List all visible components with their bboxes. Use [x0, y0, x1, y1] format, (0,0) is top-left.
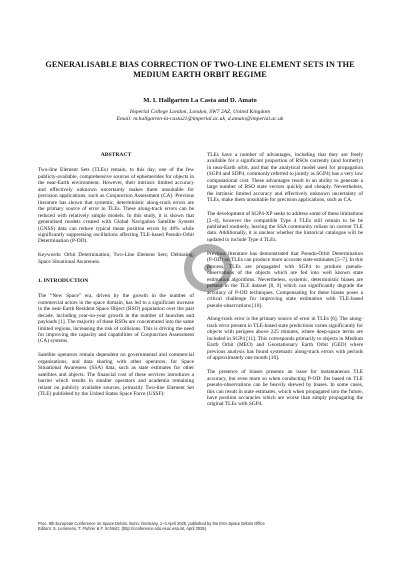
right-paragraph-4: Along-track error is the primary source of error in TLEs [6]. The along-track error present in TLE-based state predictions varies significantly for objects with perigees above 225 minutes, where deep-space terms are included in SGP4 [11]. This corresponds primarily to objects in Medium Earth Orbit (MEO) and Geostationary Earth Orbit (GEO) where previous analysis has found systematic along-track errors with periods of approximately one month [10].: [207, 316, 363, 362]
email-line: Email: m.hallgarten-la-casta21@imperial.ac.uk, d.amato@imperial.ac.uk: [116, 116, 284, 122]
footnote-line-1: Proc. 9th European Conference on Space Debris, Bonn, Germany, 1–4 April 2025, published by the ESA Space Debris Office: [38, 521, 265, 526]
abstract-text: Two-line Element Sets (TLEs) remain, to this day, one of the few publicly-available, comprehensive sources of ephemerides for objects in the near-Earth environment. However, their intrinsic limited accuracy and effectively unknown uncertainty makes them unsuitable for precision applications, such as Conjunction Assessment (CA). Previous literature has shown that systemic, deterministic along-track errors are the primary source of error in TLEs. These along-track errors can be reduced with relatively simple models. In this study, it is shown that generalised models created with Global Navigation Satellite System (GNSS) data can reduce typical mean position errors by 40% while significantly suppressing oscillations affecting TLE-based Pseudo-Orbit Determination (P-OD).: [38, 167, 194, 245]
intro-paragraph-2: Satellite operators remain dependent on governmental and commercial organisations, and data sharing with other operators, for Space Situational Awareness (SSA) data, such as state estimates for other satellites and objects. The financial cost of these services introduces a barrier which results in smaller operators and academia remaining reliant on publicly available sources, primarily Two-line Element Set (TLE) published by the United States Space Force (USSF):: [38, 352, 194, 398]
right-paragraph-5: The presence of biases presents an issue for instantaneous TLE accuracy, but even more so when conducting P-OD: fits based on TLE pseudo-observations can be heavily skewed by biases. In some cases, this can result in state estimates, which when propagated into the future, have position accuracies which are worse than simply propagating the original TLEs with SGP4.: [207, 369, 363, 408]
affiliation: Imperial College London, London, SW7 2AZ, United Kingdom: [129, 109, 271, 115]
paper-title: [40, 60, 360, 80]
author-list: M. I. Hallgarten La Casta and D. Amato: [143, 97, 257, 104]
affiliation-block: [40, 109, 360, 123]
right-column: [207, 152, 363, 415]
right-paragraph-3: Previous literature has demonstrated that Pseudo-Orbit Determination (P-OD) on TLEs can produce more accurate state estimates [5–7]. In this process, TLEs are propagated with SGP4 to produce pseudo-observations of the objects which are fed into well known state estimation algorithms. Nevertheless, systemic, deterministic biases are present in the TLE dataset [8, 9] which can significantly degrade the accuracy of P-OD techniques. Compensating for these biases poses a critical challenge for improving state estimation with TLE-based pseudo-observations [10].: [207, 250, 364, 309]
title-line-2: MEDIUM EARTH ORBIT REGIME: [133, 70, 267, 79]
left-column: [38, 152, 194, 405]
right-paragraph-2: The development of SGP4-XP seeks to address some of these limitations [2–4], however the compatible Type 4 TLEs still remain to be be published routinely, leaving the SSA community reliant on current TLE data. Additionally, it is unclear whether the historical catalogue will be updated to include Type 4 TLEs.: [207, 211, 363, 243]
title-line-1: GENERALISABLE BIAS CORRECTION OF TWO-LINE ELEMENT SETS IN THE: [45, 60, 355, 69]
right-paragraph-1: TLEs have a number of advantages, including that they are freely available for a significant proportion of RSOs currently (and formerly) in near-Earth orbit, and that the analytical model used for propagation (SGP4 and SDP4, commonly referred to jointly as SGP4) has a very low computational cost. These advantages result in an ability to generate a large number of RSO state vectors quickly and cheaply. Nevertheless, the intrinsic limited accuracy and effectively unknown uncertainty of TLEs, make them unsuitable for precision applications, such as CA.: [207, 152, 363, 204]
proceedings-footnote: [38, 521, 368, 531]
introduction-heading: 1. INTRODUCTION: [38, 277, 89, 284]
keywords: Keywords: Orbit Determination; Two-Line Element Sets; Debiasing; Space Situational Awareness.: [38, 252, 194, 265]
abstract-heading: ABSTRACT: [100, 152, 132, 158]
intro-paragraph-1: The “New Space” era, driven by the growth in the number of commercial actors in the space domain, has led to a significant increase in the near-Earth Resident Space Object (RSO) population over the past decade, including year-on-year growth in the number of launches and payloads [1]. The majority of these RSOs are concentrated into the same limited regions, increasing the risk of collisions. This is driving the need for improving the capacity and capabilities of Conjunction Assessment (CA) systems.: [38, 293, 194, 345]
footnote-line-2: Editors: S. Lemmens, T. Flohrer & F. Schmitz, (http://conference.sdo.esoc.esa.int, April 2025): [38, 526, 207, 532]
